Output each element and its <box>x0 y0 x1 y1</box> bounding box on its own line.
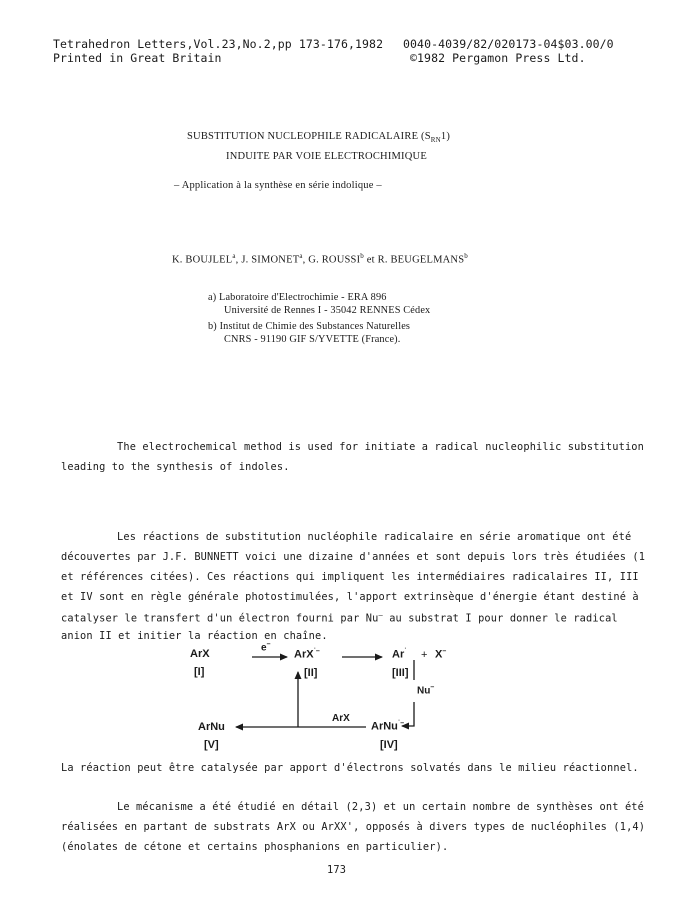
copyright: ©1982 Pergamon Press Ltd. <box>410 51 586 65</box>
para1-line-2: découvertes par J.F. BUNNETT voici une dizaine d'années et sont depuis lors très étudiées (1 <box>61 551 646 563</box>
para1-line-6: anion II et initier la réaction en chaîne. <box>61 630 328 642</box>
label-electron: e– <box>261 641 271 654</box>
label-arx-radical-anion: ArX˙– <box>294 648 320 661</box>
para2-line-1: Le mécanisme a été étudié en détail (2,3) et un certain nombre de synthèses ont été <box>117 801 644 813</box>
label-x-anion: X– <box>435 648 447 661</box>
label-arx-reagent: ArX <box>332 713 350 724</box>
title-subtitle: – Application à la synthèse en série indolique – <box>174 180 382 191</box>
label-nucleophile: Nu– <box>417 684 435 697</box>
label-compound-ii: [II] <box>304 667 318 679</box>
para1-line-5: catalyser le transfert d'un électron fourni par Nu– au substrat I pour donner le radical <box>61 611 618 625</box>
page-number: 173 <box>327 864 347 876</box>
abstract-line-1: The electrochemical method is used for initiate a radical nucleophilic substitution <box>117 441 644 453</box>
label-arnu: ArNu <box>198 721 225 733</box>
label-arx: ArX <box>190 648 210 660</box>
title-line-1: SUBSTITUTION NUCLEOPHILE RADICALAIRE $(S_{RN}1)$ <box>187 131 451 145</box>
label-compound-iii: [III] <box>392 667 409 679</box>
scheme-caption: La réaction peut être catalysée par apport d'électrons solvatés dans le milieu réactionnel. <box>61 762 639 774</box>
article-code: 0040-4039/82/020173-04$03.00/0 <box>403 37 614 51</box>
affiliation-a-line-2: Université de Rennes I - 35042 RENNES Cédex <box>224 305 431 316</box>
title-line-2: INDUITE PAR VOIE ELECTROCHIMIQUE <box>226 151 427 162</box>
authors: K. BOUJLEL$^a$, J. SIMONET$^a$, G. ROUSSI$^b$ et R. BEUGELMANS$^b$ <box>172 252 468 266</box>
affiliation-b-line-2: CNRS - 91190 GIF S/YVETTE (France). <box>224 334 401 345</box>
label-ar-radical: Ar˙ <box>392 648 407 661</box>
label-compound-v: [V] <box>204 739 219 751</box>
affiliation-a-line-1: a) Laboratoire d'Electrochimie - ERA 896 <box>208 292 387 303</box>
para1-line-3: et références citées). Ces réactions qui impliquent les intermédiaires radicalaires II, III <box>61 571 639 583</box>
label-compound-iv: [IV] <box>380 739 398 751</box>
journal-citation: Tetrahedron Letters,Vol.23,No.2,pp 173-176,1982 <box>53 37 384 51</box>
label-plus: + <box>421 649 428 661</box>
para2-line-2: réalisées en partant de substrats ArX ou ArXX', opposés à divers types de nucléophiles (1,4) <box>61 821 646 833</box>
para2-line-3: (énolates de cétone et certains phosphanions en particulier). <box>61 841 449 853</box>
printed-in: Printed in Great Britain <box>53 51 222 65</box>
label-arnu-radical-anion: ArNu˙– <box>371 720 405 733</box>
abstract-line-2: leading to the synthesis of indoles. <box>61 461 290 473</box>
para1-line-1: Les réactions de substitution nucléophile radicalaire en série aromatique ont été <box>117 531 632 543</box>
affiliation-b-line-1: b) Institut de Chimie des Substances Naturelles <box>208 321 411 332</box>
label-compound-i: [I] <box>194 666 205 678</box>
para1-line-4: et IV sont en règle générale photostimulées, l'apport extrinsèque d'énergie étant destiné à <box>61 591 639 603</box>
